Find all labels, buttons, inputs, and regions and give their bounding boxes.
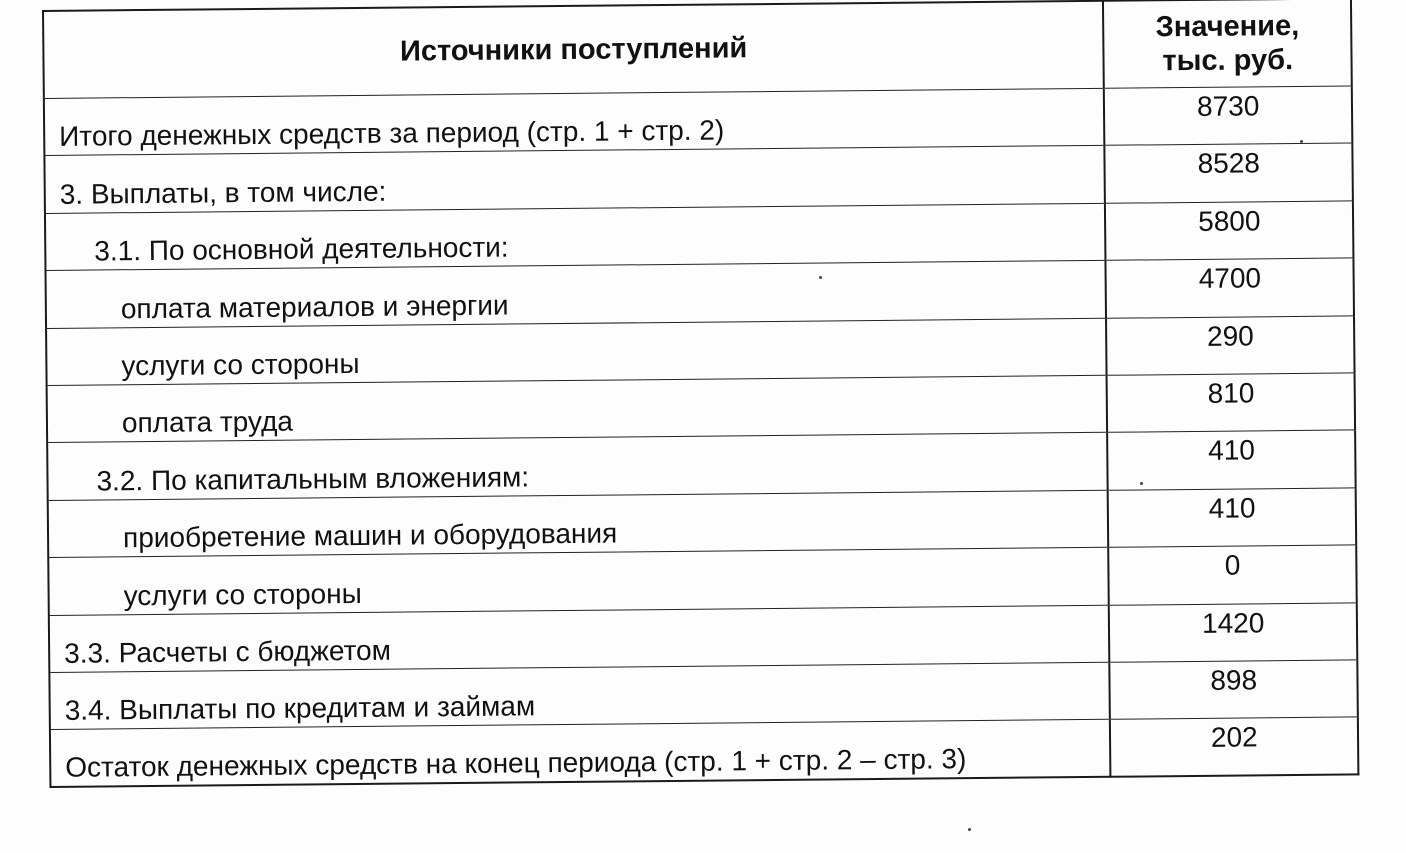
row-value: 1420 (1109, 602, 1357, 662)
scan-speck (1300, 140, 1303, 143)
header-value-line2: тыс. руб. (1162, 43, 1294, 78)
row-value: 8730 (1104, 86, 1352, 146)
cash-flow-table (42, 0, 1359, 788)
row-label: 3. Выплаты, в том числе: (44, 146, 1105, 214)
row-label: услуги со стороны (46, 318, 1107, 386)
row-label: 3.4. Выплаты по кредитам и займам (49, 662, 1110, 730)
row-value: 202 (1110, 717, 1358, 777)
row-value: 810 (1107, 373, 1355, 433)
header-row (43, 0, 1352, 98)
row-value: 5800 (1105, 201, 1353, 261)
row-value: 4700 (1106, 258, 1354, 318)
scan-speck (968, 828, 971, 831)
row-label: Остаток денежных средств на конец периода (стр. 1 + стр. 2 – стр. 3) (50, 720, 1111, 788)
row-label: услуги со стороны (48, 547, 1109, 615)
header-value-line1: Значение, (1155, 9, 1300, 44)
row-label: 3.3. Расчеты с бюджетом (49, 605, 1110, 673)
header-value (1103, 0, 1351, 88)
row-value: 0 (1109, 545, 1357, 605)
table-body (44, 86, 1359, 787)
row-value: 8528 (1105, 143, 1353, 203)
row-label: 3.1. По основной деятельности: (45, 203, 1106, 271)
row-label: оплата труда (47, 375, 1108, 443)
row-value: 410 (1108, 430, 1356, 490)
row-label: Итого денежных средств за период (стр. 1 + стр. 2) (44, 88, 1105, 156)
scan-speck (1140, 482, 1143, 485)
header-source: Источники поступлений (43, 1, 1104, 99)
row-label: оплата материалов и энергии (46, 260, 1107, 328)
row-value: 410 (1108, 488, 1356, 548)
cash-flow-sheet (42, 0, 1359, 788)
row-value: 898 (1110, 660, 1358, 720)
row-label: приобретение машин и оборудования (48, 490, 1109, 558)
table-row (50, 717, 1358, 787)
row-value: 290 (1106, 315, 1354, 375)
scan-speck (819, 276, 822, 279)
row-label: 3.2. По капитальным вложениям: (47, 433, 1108, 501)
